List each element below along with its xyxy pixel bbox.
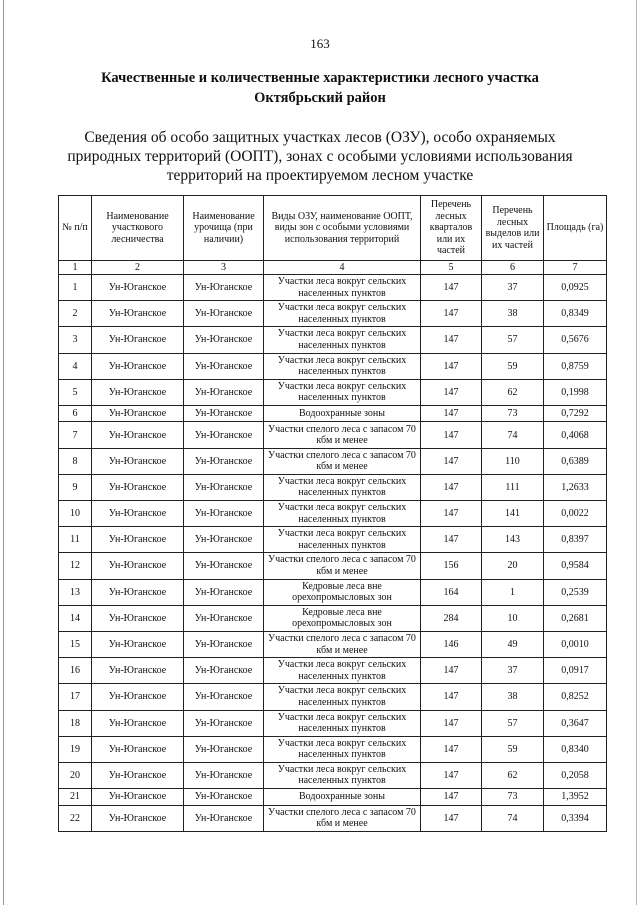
plot-cell: 110 — [482, 448, 544, 474]
zone-type-cell: Водоохранные зоны — [264, 789, 421, 806]
zone-type-cell: Участки леса вокруг сельских населенных пунктов — [264, 658, 421, 684]
zone-type-cell: Участки леса вокруг сельских населенных пунктов — [264, 527, 421, 553]
tract-cell: Ун-Юганское — [184, 405, 264, 422]
area-cell: 1,3952 — [544, 789, 607, 806]
table-row — [59, 275, 607, 301]
table-row — [59, 631, 607, 657]
forestry-cell: Ун-Юганское — [92, 658, 184, 684]
area-cell: 0,7292 — [544, 405, 607, 422]
zone-type-cell: Кедровые леса вне орехопромысловых зон — [264, 579, 421, 605]
forestry-cell: Ун-Юганское — [92, 527, 184, 553]
column-number: 3 — [184, 261, 264, 275]
table-row — [59, 353, 607, 379]
quarter-cell: 147 — [421, 736, 482, 762]
quarter-cell: 147 — [421, 527, 482, 553]
table-row — [59, 710, 607, 736]
table-header-row — [59, 196, 607, 261]
row-number-cell: 13 — [59, 579, 92, 605]
tract-cell: Ун-Юганское — [184, 301, 264, 327]
plot-cell: 10 — [482, 605, 544, 631]
column-number: 7 — [544, 261, 607, 275]
forestry-cell: Ун-Юганское — [92, 710, 184, 736]
zone-type-cell: Участки леса вокруг сельских населенных пунктов — [264, 379, 421, 405]
table-row — [59, 327, 607, 353]
row-number-cell: 20 — [59, 762, 92, 788]
table-row — [59, 379, 607, 405]
plot-cell: 73 — [482, 789, 544, 806]
tract-cell: Ун-Юганское — [184, 762, 264, 788]
forestry-cell: Ун-Юганское — [92, 422, 184, 448]
zone-type-cell: Водоохранные зоны — [264, 405, 421, 422]
tract-cell: Ун-Юганское — [184, 527, 264, 553]
forestry-cell: Ун-Юганское — [92, 736, 184, 762]
column-number: 5 — [421, 261, 482, 275]
subheading-line-2: природных территорий (ООПТ), зонах с особыми условиями использования — [67, 148, 573, 165]
quarter-cell: 147 — [421, 405, 482, 422]
quarter-cell: 156 — [421, 553, 482, 579]
row-number-cell: 6 — [59, 405, 92, 422]
row-number-cell: 7 — [59, 422, 92, 448]
quarter-cell: 147 — [421, 710, 482, 736]
row-number-cell: 17 — [59, 684, 92, 710]
forestry-cell: Ун-Юганское — [92, 405, 184, 422]
zone-type-cell: Участки спелого леса с запасом 70 кбм и менее — [264, 422, 421, 448]
row-number-cell: 19 — [59, 736, 92, 762]
quarter-cell: 147 — [421, 422, 482, 448]
forestry-cell: Ун-Юганское — [92, 579, 184, 605]
plot-cell: 38 — [482, 301, 544, 327]
page-number: 163 — [310, 36, 330, 51]
table-row — [59, 658, 607, 684]
zone-type-cell: Участки леса вокруг сельских населенных пунктов — [264, 710, 421, 736]
tract-cell: Ун-Юганское — [184, 379, 264, 405]
header-cell-plots: Перечень лесных выделов или их частей — [482, 196, 544, 261]
row-number-cell: 14 — [59, 605, 92, 631]
quarter-cell: 147 — [421, 805, 482, 831]
area-cell: 0,2539 — [544, 579, 607, 605]
table-row — [59, 762, 607, 788]
forestry-cell: Ун-Юганское — [92, 474, 184, 500]
quarter-cell: 164 — [421, 579, 482, 605]
tract-cell: Ун-Юганское — [184, 501, 264, 527]
zone-type-cell: Участки спелого леса с запасом 70 кбм и менее — [264, 631, 421, 657]
quarter-cell: 147 — [421, 327, 482, 353]
table-row — [59, 501, 607, 527]
row-number-cell: 9 — [59, 474, 92, 500]
header-cell-tract: Наименование урочища (при наличии) — [184, 196, 264, 261]
tract-cell: Ун-Юганское — [184, 422, 264, 448]
plot-cell: 37 — [482, 658, 544, 684]
quarter-cell: 147 — [421, 353, 482, 379]
subheading-line-1: Сведения об особо защитных участках лесов (ОЗУ), особо охраняемых — [84, 129, 556, 146]
tract-cell: Ун-Юганское — [184, 553, 264, 579]
heading-line-2: Октябрьский район — [254, 90, 386, 106]
row-number-cell: 2 — [59, 301, 92, 327]
area-cell: 0,1998 — [544, 379, 607, 405]
table-row — [59, 301, 607, 327]
column-number: 1 — [59, 261, 92, 275]
tract-cell: Ун-Юганское — [184, 658, 264, 684]
quarter-cell: 147 — [421, 379, 482, 405]
quarter-cell: 147 — [421, 762, 482, 788]
area-cell: 0,0917 — [544, 658, 607, 684]
zone-type-cell: Участки спелого леса с запасом 70 кбм и менее — [264, 553, 421, 579]
zone-type-cell: Кедровые леса вне орехопромысловых зон — [264, 605, 421, 631]
zone-type-cell: Участки леса вокруг сельских населенных пунктов — [264, 684, 421, 710]
plot-cell: 57 — [482, 327, 544, 353]
forestry-cell: Ун-Юганское — [92, 631, 184, 657]
plot-cell: 59 — [482, 353, 544, 379]
area-cell: 0,0022 — [544, 501, 607, 527]
column-number: 4 — [264, 261, 421, 275]
forestry-cell: Ун-Юганское — [92, 789, 184, 806]
row-number-cell: 5 — [59, 379, 92, 405]
zone-type-cell: Участки леса вокруг сельских населенных пунктов — [264, 353, 421, 379]
area-cell: 0,0925 — [544, 275, 607, 301]
header-cell-area: Площадь (га) — [544, 196, 607, 261]
area-cell: 0,0010 — [544, 631, 607, 657]
heading-line-1: Качественные и количественные характеристики лесного участка — [101, 70, 539, 86]
row-number-cell: 12 — [59, 553, 92, 579]
area-cell: 0,8397 — [544, 527, 607, 553]
tract-cell: Ун-Юганское — [184, 605, 264, 631]
table-row — [59, 789, 607, 806]
table-row — [59, 448, 607, 474]
forestry-cell: Ун-Юганское — [92, 275, 184, 301]
forestry-cell: Ун-Юганское — [92, 501, 184, 527]
plot-cell: 73 — [482, 405, 544, 422]
plot-cell: 57 — [482, 710, 544, 736]
row-number-cell: 18 — [59, 710, 92, 736]
area-cell: 1,2633 — [544, 474, 607, 500]
plot-cell: 49 — [482, 631, 544, 657]
header-cell-forestry: Наименование участкового лесничества — [92, 196, 184, 261]
area-cell: 0,8759 — [544, 353, 607, 379]
quarter-cell: 147 — [421, 474, 482, 500]
row-number-cell: 1 — [59, 275, 92, 301]
forestry-cell: Ун-Юганское — [92, 684, 184, 710]
area-cell: 0,6389 — [544, 448, 607, 474]
zone-type-cell: Участки леса вокруг сельских населенных пунктов — [264, 736, 421, 762]
plot-cell: 74 — [482, 805, 544, 831]
zone-type-cell: Участки леса вокруг сельских населенных пунктов — [264, 474, 421, 500]
header-cell-quarters: Перечень лесных кварталов или их частей — [421, 196, 482, 261]
plot-cell: 59 — [482, 736, 544, 762]
plot-cell: 111 — [482, 474, 544, 500]
forestry-cell: Ун-Юганское — [92, 301, 184, 327]
area-cell: 0,8349 — [544, 301, 607, 327]
quarter-cell: 147 — [421, 501, 482, 527]
forestry-cell: Ун-Юганское — [92, 353, 184, 379]
tract-cell: Ун-Юганское — [184, 789, 264, 806]
tract-cell: Ун-Юганское — [184, 448, 264, 474]
forestry-cell: Ун-Юганское — [92, 553, 184, 579]
quarter-cell: 147 — [421, 301, 482, 327]
zone-type-cell: Участки спелого леса с запасом 70 кбм и менее — [264, 448, 421, 474]
quarter-cell: 147 — [421, 448, 482, 474]
header-cell-number: № п/п — [59, 196, 92, 261]
tract-cell: Ун-Юганское — [184, 736, 264, 762]
quarter-cell: 147 — [421, 658, 482, 684]
table-row — [59, 527, 607, 553]
forestry-cell: Ун-Юганское — [92, 805, 184, 831]
table-row — [59, 805, 607, 831]
area-cell: 0,8340 — [544, 736, 607, 762]
row-number-cell: 22 — [59, 805, 92, 831]
tract-cell: Ун-Юганское — [184, 275, 264, 301]
tract-cell: Ун-Юганское — [184, 631, 264, 657]
header-cell-zone-type: Виды ОЗУ, наименование ООПТ, виды зон с особыми условиями использования территорий — [264, 196, 421, 261]
area-cell: 0,9584 — [544, 553, 607, 579]
document-heading — [0, 68, 640, 108]
tract-cell: Ун-Юганское — [184, 327, 264, 353]
forestry-cell: Ун-Юганское — [92, 448, 184, 474]
forestry-cell: Ун-Юганское — [92, 605, 184, 631]
table-row — [59, 579, 607, 605]
protected-areas-table — [58, 195, 607, 832]
plot-cell: 38 — [482, 684, 544, 710]
quarter-cell: 147 — [421, 275, 482, 301]
plot-cell: 141 — [482, 501, 544, 527]
area-cell: 0,5676 — [544, 327, 607, 353]
area-cell: 0,3647 — [544, 710, 607, 736]
table-row — [59, 736, 607, 762]
plot-cell: 20 — [482, 553, 544, 579]
zone-type-cell: Участки спелого леса с запасом 70 кбм и менее — [264, 805, 421, 831]
plot-cell: 62 — [482, 379, 544, 405]
quarter-cell: 147 — [421, 684, 482, 710]
row-number-cell: 11 — [59, 527, 92, 553]
column-number: 6 — [482, 261, 544, 275]
table-row — [59, 605, 607, 631]
zone-type-cell: Участки леса вокруг сельских населенных пунктов — [264, 301, 421, 327]
table-row — [59, 422, 607, 448]
table-body — [59, 275, 607, 832]
table-row — [59, 553, 607, 579]
area-cell: 0,4068 — [544, 422, 607, 448]
row-number-cell: 21 — [59, 789, 92, 806]
quarter-cell: 284 — [421, 605, 482, 631]
plot-cell: 37 — [482, 275, 544, 301]
plot-cell: 1 — [482, 579, 544, 605]
tract-cell: Ун-Юганское — [184, 474, 264, 500]
row-number-cell: 4 — [59, 353, 92, 379]
quarter-cell: 146 — [421, 631, 482, 657]
plot-cell: 74 — [482, 422, 544, 448]
tract-cell: Ун-Юганское — [184, 579, 264, 605]
forestry-cell: Ун-Юганское — [92, 762, 184, 788]
quarter-cell: 147 — [421, 789, 482, 806]
zone-type-cell: Участки леса вокруг сельских населенных пунктов — [264, 275, 421, 301]
table-row — [59, 684, 607, 710]
tract-cell: Ун-Юганское — [184, 805, 264, 831]
zone-type-cell: Участки леса вокруг сельских населенных пунктов — [264, 762, 421, 788]
row-number-cell: 3 — [59, 327, 92, 353]
document-subheading — [0, 128, 640, 185]
row-number-cell: 16 — [59, 658, 92, 684]
plot-cell: 143 — [482, 527, 544, 553]
zone-type-cell: Участки леса вокруг сельских населенных пунктов — [264, 327, 421, 353]
area-cell: 0,8252 — [544, 684, 607, 710]
column-number: 2 — [92, 261, 184, 275]
plot-cell: 62 — [482, 762, 544, 788]
subheading-line-3: территорий на проектируемом лесном участке — [166, 167, 474, 184]
tract-cell: Ун-Юганское — [184, 710, 264, 736]
area-cell: 0,2681 — [544, 605, 607, 631]
tract-cell: Ун-Юганское — [184, 353, 264, 379]
table-row — [59, 474, 607, 500]
area-cell: 0,2058 — [544, 762, 607, 788]
area-cell: 0,3394 — [544, 805, 607, 831]
column-number-row — [59, 261, 607, 275]
forestry-cell: Ун-Юганское — [92, 327, 184, 353]
table-row — [59, 405, 607, 422]
forestry-cell: Ун-Юганское — [92, 379, 184, 405]
row-number-cell: 8 — [59, 448, 92, 474]
zone-type-cell: Участки леса вокруг сельских населенных пунктов — [264, 501, 421, 527]
row-number-cell: 15 — [59, 631, 92, 657]
tract-cell: Ун-Юганское — [184, 684, 264, 710]
row-number-cell: 10 — [59, 501, 92, 527]
